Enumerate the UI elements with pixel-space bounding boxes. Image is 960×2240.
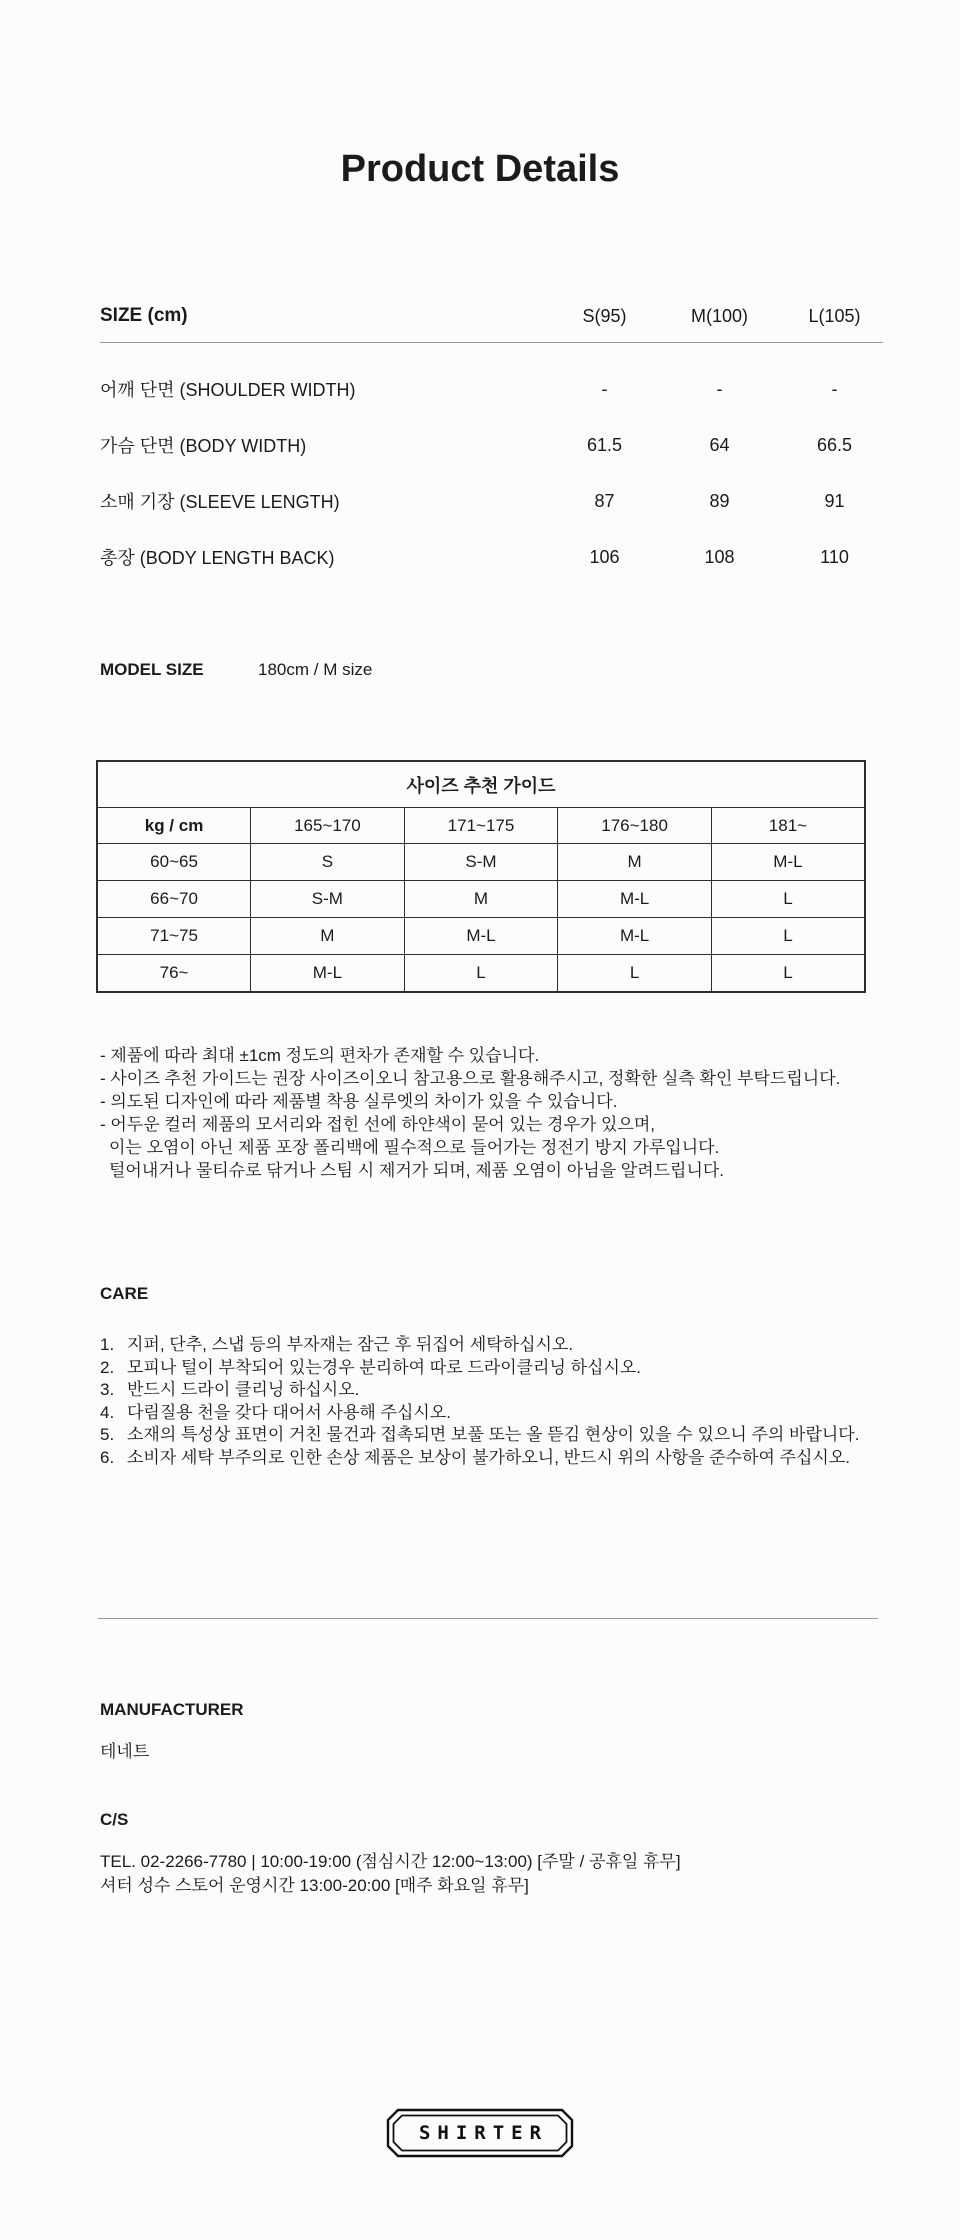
size-guide-title-row (97, 761, 865, 808)
row-value: 66.5 (816, 434, 853, 455)
care-item-number: 2. (100, 1357, 115, 1377)
guide-cell: 71~75 (97, 918, 251, 955)
customer-service-section (100, 1808, 681, 1898)
size-guide-table (96, 760, 866, 993)
row-value: 89 (709, 490, 730, 511)
note-line: - 어두운 컬러 제품의 모서리와 접힌 선에 하얀색이 묻어 있는 경우가 있으며, (100, 1115, 655, 1134)
guide-cell: L (404, 955, 558, 993)
row-value: 91 (824, 490, 845, 511)
care-item-number: 5. (100, 1425, 115, 1444)
guide-cell: S-M (404, 844, 558, 881)
guide-cell: M (558, 844, 712, 881)
table-row (97, 881, 865, 918)
table-row-body-length-back (100, 529, 892, 585)
row-value: 61.5 (586, 434, 623, 455)
care-item-number: 1. (100, 1335, 115, 1354)
list-item (100, 1334, 910, 1357)
manufacturer-heading: MANUFACTURER (100, 1700, 244, 1719)
size-spec-rows (100, 343, 892, 585)
size-column-s: S(95) (582, 305, 627, 326)
guide-header-cell: 171~175 (404, 808, 558, 844)
model-size-value: 180cm / M size (258, 660, 373, 679)
note-line: - 제품에 따라 최대 ±1cm 정도의 편차가 존재할 수 있습니다. (100, 1046, 540, 1065)
care-item-text: 소재의 특성상 표면이 거친 물건과 접촉되면 보풀 또는 올 뜯김 현상이 있을 수 있으니 주의 바랍니다. (127, 1425, 860, 1444)
row-value: - (831, 378, 838, 399)
care-item-number: 3. (100, 1380, 115, 1399)
size-column-l: L(105) (808, 305, 861, 326)
model-size-label: MODEL SIZE (100, 660, 204, 679)
size-spec-table (100, 300, 892, 585)
brand-logo (386, 2108, 574, 2158)
cs-store-hours-line: 셔터 성수 스토어 운영시간 13:00-20:00 [매주 화요일 휴무] (100, 1876, 529, 1895)
cs-heading: C/S (100, 1810, 129, 1829)
guide-cell: M-L (251, 955, 405, 993)
page-title: Product Details (340, 148, 620, 190)
table-row (97, 955, 865, 993)
row-value: - (601, 378, 608, 399)
guide-cell: 66~70 (97, 881, 251, 918)
guide-header-cell: kg / cm (97, 808, 251, 844)
list-item (100, 1447, 910, 1470)
care-item-number: 4. (100, 1402, 115, 1422)
guide-cell: 76~ (97, 955, 251, 993)
list-item (100, 1357, 910, 1380)
table-row (97, 918, 865, 955)
note-line: 이는 오염이 아닌 제품 포장 폴리백에 필수적으로 들어가는 정전기 방지 가루입니다. (109, 1138, 720, 1157)
guide-cell: M (251, 918, 405, 955)
guide-cell: L (711, 918, 865, 955)
guide-header-cell: 181~ (711, 808, 865, 844)
guide-cell: L (711, 955, 865, 993)
care-list (100, 1334, 910, 1469)
size-guide-header-row (97, 808, 865, 844)
table-row-body-width (100, 417, 892, 473)
table-row-shoulder-width (100, 361, 892, 417)
brand-logo-text: SHIRTER (418, 2122, 549, 2144)
manufacturer-name: 테네트 (100, 1742, 150, 1761)
size-spec-header-label: SIZE (cm) (100, 305, 188, 326)
care-item-text: 모피나 털이 부착되어 있는경우 분리하여 따로 드라이클리닝 하십시오. (127, 1357, 642, 1377)
row-value: 87 (594, 490, 615, 511)
guide-cell: M-L (558, 918, 712, 955)
size-notes (100, 1044, 910, 1182)
guide-cell: L (711, 881, 865, 918)
row-value: 106 (589, 546, 620, 567)
care-item-text: 반드시 드라이 클리닝 하십시오. (127, 1380, 360, 1399)
size-column-m: M(100) (690, 305, 748, 326)
guide-cell: M-L (558, 881, 712, 918)
guide-cell: 60~65 (97, 844, 251, 881)
note-line: - 사이즈 추천 가이드는 권장 사이즈이오니 참고용으로 활용해주시고, 정확한 실측 확인 부탁드립니다. (100, 1069, 841, 1088)
care-item-text: 소비자 세탁 부주의로 인한 손상 제품은 보상이 불가하오니, 반드시 위의 사항을 준수하여 주십시오. (127, 1447, 851, 1467)
cs-tel-line: TEL. 02-2266-7780 | 10:00-19:00 (점심시간 12:00~13:00) [주말 / 공휴일 휴무] (100, 1852, 681, 1871)
guide-cell: M (404, 881, 558, 918)
guide-header-cell: 165~170 (251, 808, 405, 844)
row-value: 108 (704, 546, 735, 567)
list-item (100, 1402, 910, 1425)
guide-cell: S (251, 844, 405, 881)
guide-cell: S-M (251, 881, 405, 918)
care-item-number: 6. (100, 1447, 115, 1467)
row-label: 소매 기장 (SLEEVE LENGTH) (100, 492, 340, 512)
model-size (100, 658, 372, 682)
size-spec-header (100, 300, 892, 332)
section-divider (98, 1618, 878, 1619)
note-line: - 의도된 디자인에 따라 제품별 착용 실루엣의 차이가 있을 수 있습니다. (100, 1092, 618, 1111)
row-label: 어깨 단면 (SHOULDER WIDTH) (100, 380, 356, 400)
row-value: - (716, 378, 723, 399)
size-guide-title: 사이즈 추천 가이드 (97, 761, 865, 808)
care-section (100, 1282, 910, 1469)
care-item-text: 지퍼, 단추, 스냅 등의 부자재는 잠근 후 뒤집어 세탁하십시오. (127, 1335, 574, 1354)
list-item (100, 1424, 910, 1447)
note-line: 털어내거나 물티슈로 닦거나 스팀 시 제거가 되며, 제품 오염이 아님을 알려드립니다. (109, 1161, 725, 1180)
table-row (97, 844, 865, 881)
guide-cell: L (558, 955, 712, 993)
row-label: 총장 (BODY LENGTH BACK) (100, 548, 335, 568)
care-heading: CARE (100, 1284, 149, 1303)
guide-header-cell: 176~180 (558, 808, 712, 844)
guide-cell: M-L (711, 844, 865, 881)
table-row-sleeve-length (100, 473, 892, 529)
list-item (100, 1379, 910, 1402)
manufacturer-section (100, 1698, 244, 1764)
care-item-text: 다림질용 천을 갖다 대어서 사용해 주십시오. (127, 1402, 451, 1422)
guide-cell: M-L (404, 918, 558, 955)
row-value: 110 (820, 546, 849, 567)
row-label: 가슴 단면 (BODY WIDTH) (100, 436, 307, 456)
row-value: 64 (709, 434, 730, 455)
